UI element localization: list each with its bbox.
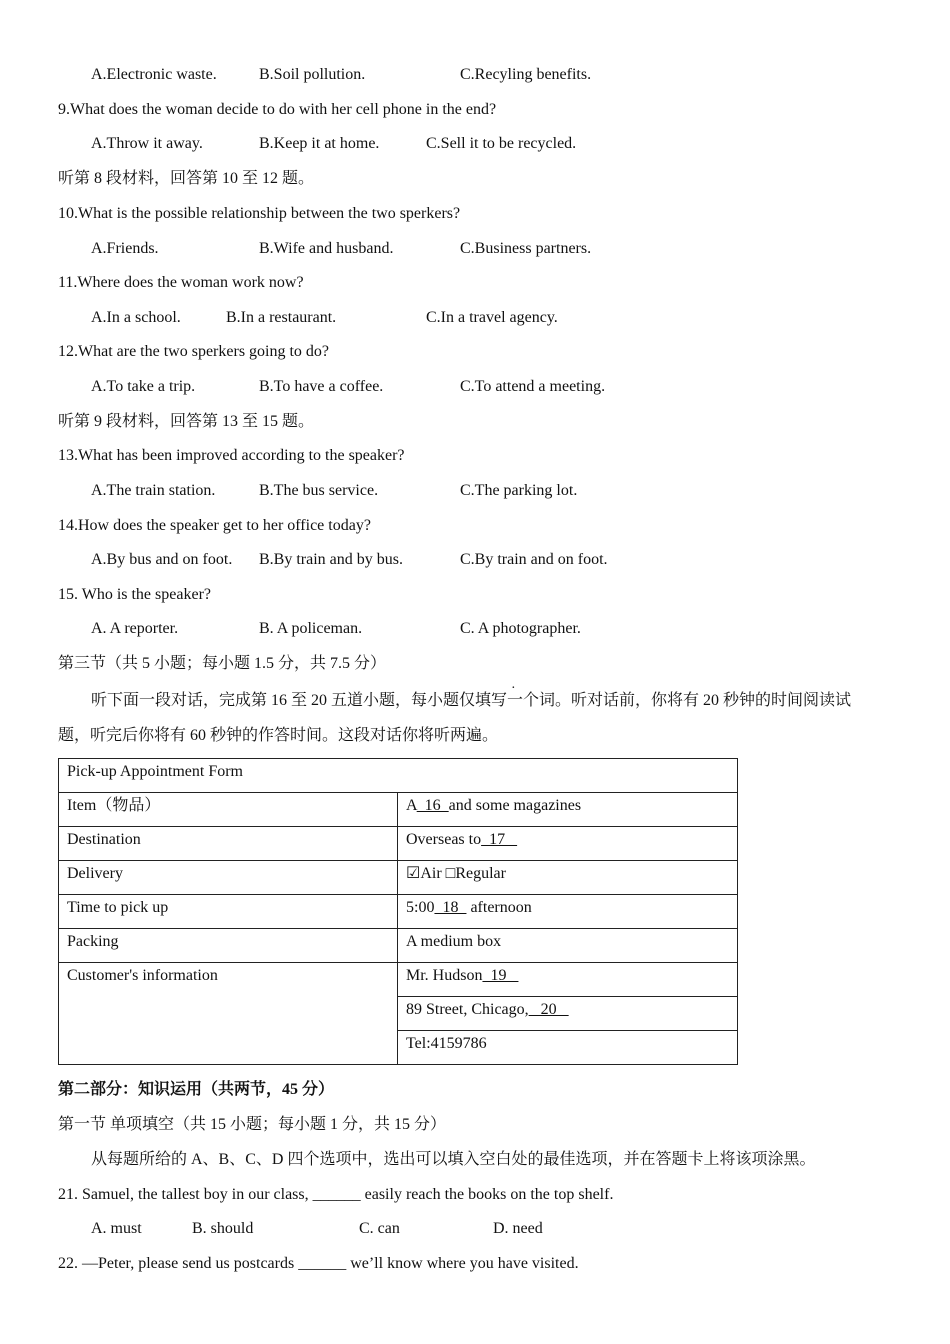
part2-instructions: 从每题所给的 A、B、C、D 四个选项中，选出可以填入空白处的最佳选项，并在答题卡上将该项涂黑。 xyxy=(91,1151,816,1168)
part2-section1-heading: 第一节 单项填空（共 15 小题；每小题 1 分，共 15 分） xyxy=(58,1116,447,1133)
q22-stem: 22. —Peter, please send us postcards ______ we’ll know where you have visited. xyxy=(58,1255,579,1272)
time-value xyxy=(398,895,738,929)
q11-option-b: B.In a restaurant. xyxy=(226,309,337,326)
packing-value: A medium box xyxy=(398,929,738,963)
q10-stem: 10.What is the possible relationship between the two sperkers? xyxy=(58,205,461,222)
item-prefix: A xyxy=(406,797,417,814)
q13-option-b: B.The bus service. xyxy=(259,482,379,499)
part3-instr-dotted: 一个 xyxy=(507,692,540,709)
q11-option-a: A.In a school. xyxy=(91,309,181,326)
customer-address xyxy=(398,997,738,1031)
q14-option-a: A.By bus and on foot. xyxy=(91,551,233,568)
q15-option-b: B. A policeman. xyxy=(259,620,363,637)
q9-option-c: C.Sell it to be recycled. xyxy=(426,135,577,152)
q15-option-c: C. A photographer. xyxy=(460,620,581,637)
item-value xyxy=(398,793,738,827)
destination-prefix: Overseas to xyxy=(406,831,482,848)
q14-stem: 14.How does the speaker get to her office today? xyxy=(58,517,371,534)
q9-option-b: B.Keep it at home. xyxy=(259,135,380,152)
q9-stem: 9.What does the woman decide to do with her cell phone in the end? xyxy=(58,101,497,118)
item-label: Item（物品） xyxy=(59,793,398,827)
q9-option-a: A.Throw it away. xyxy=(91,135,203,152)
part2-heading: 第二部分：知识运用（共两节，45 分） xyxy=(58,1081,335,1098)
part3-instructions-line2: 题，听完后你将有 60 秒钟的作答时间。这段对话你将听两遍。 xyxy=(58,727,499,744)
q8-option-b: B.Soil pollution. xyxy=(259,66,366,83)
blank-20[interactable]: 20 xyxy=(528,1001,569,1018)
delivery-label: Delivery xyxy=(59,861,398,895)
customer-name xyxy=(398,963,738,997)
q21-option-d: D. need xyxy=(493,1220,543,1237)
customer-tel: Tel:4159786 xyxy=(398,1031,738,1065)
q13-stem: 13.What has been improved according to the speaker? xyxy=(58,447,405,464)
destination-label: Destination xyxy=(59,827,398,861)
blank-16[interactable]: 16 xyxy=(416,797,449,814)
q11-option-c: C.In a travel agency. xyxy=(426,309,558,326)
customer-label: Customer's information xyxy=(59,963,398,1065)
address-prefix: 89 Street, Chicago, xyxy=(406,1001,529,1018)
q8-option-c: C.Recyling benefits. xyxy=(460,66,592,83)
section-8-heading: 听第 8 段材料，回答第 10 至 12 题。 xyxy=(58,170,315,187)
part3-instructions xyxy=(91,691,851,711)
time-prefix: 5:00 xyxy=(406,899,435,916)
part3-heading: 第三节（共 5 小题；每小题 1.5 分，共 7.5 分） xyxy=(58,655,387,672)
q8-option-a: A.Electronic waste. xyxy=(91,66,217,83)
q21-stem: 21. Samuel, the tallest boy in our class, ______ easily reach the books on the top shelf. xyxy=(58,1186,614,1203)
q10-option-a: A.Friends. xyxy=(91,240,159,257)
q10-option-c: C.Business partners. xyxy=(460,240,592,257)
item-suffix: and some magazines xyxy=(448,797,582,814)
q14-option-c: C.By train and on foot. xyxy=(460,551,608,568)
part3-instr-b: 词。听对话前，你将有 20 秒钟的时间阅读试 xyxy=(539,692,852,709)
q12-stem: 12.What are the two sperkers going to do? xyxy=(58,343,330,360)
time-suffix: afternoon xyxy=(466,899,532,916)
packing-label: Packing xyxy=(59,929,398,963)
time-label: Time to pick up xyxy=(59,895,398,929)
q21-option-c: C. can xyxy=(359,1220,400,1237)
q12-option-b: B.To have a coffee. xyxy=(259,378,384,395)
q15-stem: 15. Who is the speaker? xyxy=(58,586,211,603)
pickup-appointment-form xyxy=(58,758,738,1065)
blank-17[interactable]: 17 xyxy=(481,831,518,848)
section-9-heading: 听第 9 段材料，回答第 13 至 15 题。 xyxy=(58,413,315,430)
q21-option-a: A. must xyxy=(91,1220,142,1237)
q10-option-b: B.Wife and husband. xyxy=(259,240,394,257)
q12-option-a: A.To take a trip. xyxy=(91,378,196,395)
delivery-value: ☑Air □Regular xyxy=(398,861,738,895)
blank-19[interactable]: 19 xyxy=(482,967,519,984)
destination-value xyxy=(398,827,738,861)
q11-stem: 11.Where does the woman work now? xyxy=(58,274,304,291)
q13-option-c: C.The parking lot. xyxy=(460,482,578,499)
part3-instr-a: 听下面一段对话，完成第 16 至 20 五道小题，每小题仅填写 xyxy=(91,692,508,709)
name-prefix: Mr. Hudson xyxy=(406,967,483,984)
form-title: Pick-up Appointment Form xyxy=(59,759,738,793)
q15-option-a: A. A reporter. xyxy=(91,620,179,637)
q14-option-b: B.By train and by bus. xyxy=(259,551,403,568)
q13-option-a: A.The train station. xyxy=(91,482,216,499)
blank-18[interactable]: 18 xyxy=(434,899,467,916)
q21-option-b: B. should xyxy=(192,1220,254,1237)
q12-option-c: C.To attend a meeting. xyxy=(460,378,606,395)
